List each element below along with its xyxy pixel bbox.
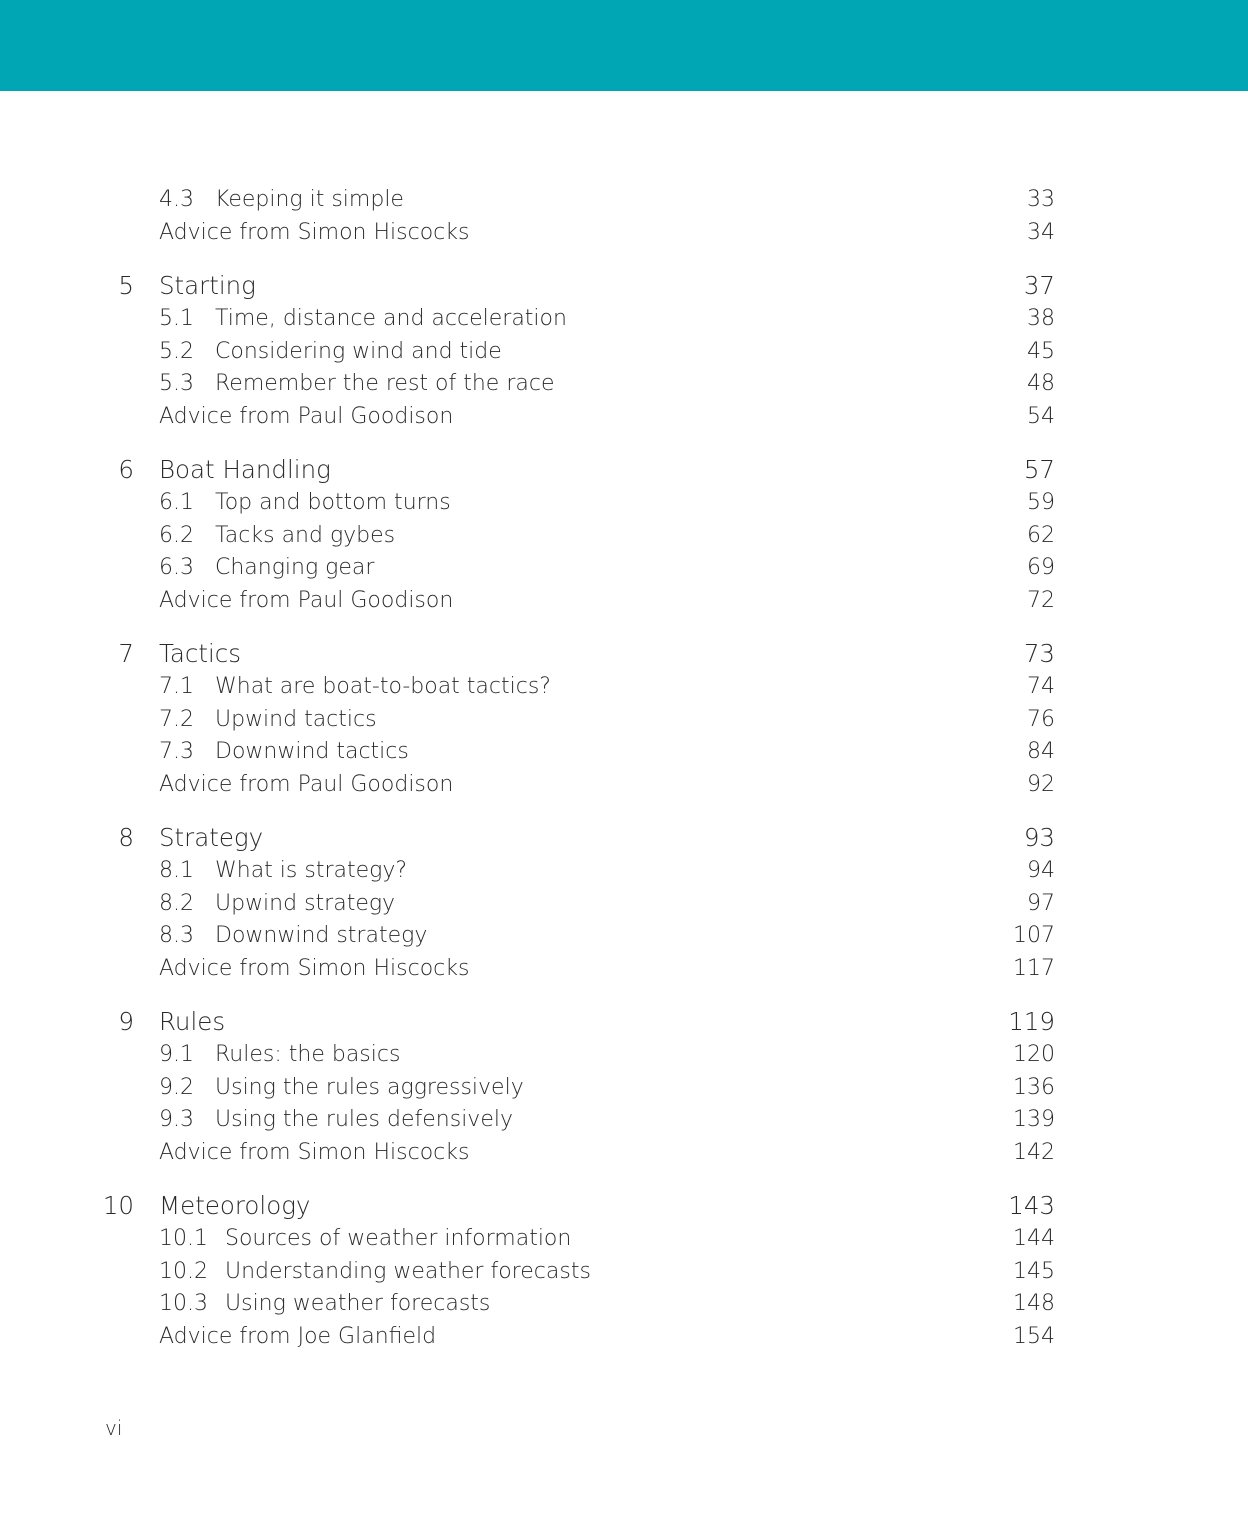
page-number: 107 — [1013, 923, 1055, 948]
section-number: 7.3 — [159, 739, 194, 764]
page-number: 97 — [1027, 890, 1055, 916]
section-title: Understanding weather forecasts — [225, 1258, 591, 1284]
toc-chapter-row — [0, 821, 1248, 855]
section-title: Downwind strategy — [215, 923, 428, 948]
section-title: Considering wind and tide — [215, 338, 502, 364]
toc-section-row — [0, 920, 1248, 953]
page-number: 62 — [1027, 522, 1055, 548]
page-number: 73 — [1023, 639, 1055, 668]
toc-advice-row — [0, 585, 1248, 618]
toc-section-row — [0, 487, 1248, 520]
toc-section-row — [0, 303, 1248, 336]
toc-advice-row — [0, 1137, 1248, 1170]
section-number: 10.2 — [159, 1258, 208, 1284]
toc-chapter-row — [0, 269, 1248, 303]
section-number: 10.3 — [159, 1291, 208, 1316]
header-band — [0, 0, 1248, 91]
page-number: 154 — [1013, 1323, 1055, 1349]
chapter-title: Meteorology — [159, 1191, 311, 1220]
advice-title: Advice from Paul Goodison — [159, 403, 454, 429]
page-number: 54 — [1027, 403, 1055, 429]
chapter-title: Rules — [159, 1007, 226, 1036]
chapter-title: Starting — [159, 271, 256, 300]
page-number: 139 — [1013, 1107, 1055, 1132]
toc-section-row — [0, 1072, 1248, 1105]
page-number: 37 — [1023, 271, 1055, 300]
page-number: 142 — [1013, 1139, 1055, 1165]
section-number: 9.3 — [159, 1107, 194, 1132]
toc-section-row — [0, 520, 1248, 553]
section-title: What is strategy? — [215, 858, 408, 883]
section-number: 7.2 — [159, 706, 194, 732]
page-number: 69 — [1027, 555, 1055, 580]
chapter-number: 10 — [102, 1191, 134, 1220]
section-number: 9.2 — [159, 1074, 194, 1100]
page-number: 120 — [1013, 1042, 1055, 1067]
chapter-title: Tactics — [159, 639, 242, 668]
section-title: Tacks and gybes — [215, 522, 396, 548]
toc-section-row — [0, 1104, 1248, 1137]
toc-section-row — [0, 671, 1248, 704]
section-number: 5.3 — [159, 371, 194, 396]
toc-chapter-row — [0, 1005, 1248, 1039]
section-number: 8.1 — [159, 858, 194, 883]
toc-section-row — [0, 552, 1248, 585]
chapter-number: 5 — [118, 271, 134, 300]
section-title: Upwind strategy — [215, 890, 396, 916]
section-title: Using weather forecasts — [225, 1291, 491, 1316]
page-number: 72 — [1027, 587, 1055, 613]
section-number: 10.1 — [159, 1226, 208, 1251]
page-number: 57 — [1023, 455, 1055, 484]
toc-section-row — [0, 888, 1248, 921]
advice-title: Advice from Simon Hiscocks — [159, 1139, 470, 1165]
page-number: 92 — [1027, 771, 1055, 797]
section-number: 8.3 — [159, 923, 194, 948]
page-number: 94 — [1027, 858, 1055, 883]
toc-advice-row — [0, 1321, 1248, 1354]
chapter-number: 7 — [118, 639, 134, 668]
section-title: Downwind tactics — [215, 739, 409, 764]
page-number: 119 — [1008, 1007, 1055, 1036]
folio-page-number: vi — [105, 1416, 123, 1440]
page-number: 48 — [1027, 371, 1055, 396]
section-title: Changing gear — [215, 555, 375, 580]
toc-advice-row — [0, 953, 1248, 986]
toc-advice-row — [0, 217, 1248, 250]
chapter-number: 6 — [118, 455, 134, 484]
section-title: Top and bottom turns — [215, 490, 451, 515]
advice-title: Advice from Joe Glanfield — [159, 1323, 437, 1349]
chapter-number: 8 — [118, 823, 134, 852]
section-title: Rules: the basics — [215, 1042, 401, 1067]
section-number: 6.1 — [159, 490, 194, 515]
page-number: 34 — [1027, 219, 1055, 245]
section-number: 5.1 — [159, 306, 194, 331]
page-number: 59 — [1027, 490, 1055, 515]
toc-chapter-row — [0, 1189, 1248, 1223]
chapter-title: Strategy — [159, 823, 264, 852]
toc-section-row — [0, 1039, 1248, 1072]
advice-title: Advice from Simon Hiscocks — [159, 955, 470, 981]
toc-section-row — [0, 336, 1248, 369]
page-number: 93 — [1023, 823, 1055, 852]
section-title: Using the rules aggressively — [215, 1074, 524, 1100]
section-number: 6.2 — [159, 522, 194, 548]
page-number: 76 — [1027, 706, 1055, 732]
toc-section-row — [0, 1288, 1248, 1321]
section-number: 7.1 — [159, 674, 194, 699]
section-title: Keeping it simple — [215, 187, 404, 212]
chapter-title: Boat Handling — [159, 455, 331, 484]
advice-title: Advice from Paul Goodison — [159, 587, 454, 613]
section-number: 8.2 — [159, 890, 194, 916]
page-number: 38 — [1027, 306, 1055, 331]
section-title: Sources of weather information — [225, 1226, 572, 1251]
page-number: 74 — [1027, 674, 1055, 699]
toc-section-row — [0, 1223, 1248, 1256]
toc-chapter-row — [0, 637, 1248, 671]
toc-section-row — [0, 184, 1248, 217]
section-title: Time, distance and acceleration — [215, 306, 567, 331]
page-number: 148 — [1013, 1291, 1055, 1316]
section-number: 6.3 — [159, 555, 194, 580]
page-number: 144 — [1013, 1226, 1055, 1251]
section-title: Using the rules defensively — [215, 1107, 513, 1132]
section-number: 4.3 — [159, 187, 194, 212]
toc-section-row — [0, 704, 1248, 737]
page-number: 45 — [1027, 338, 1055, 364]
page-number: 145 — [1013, 1258, 1055, 1284]
page-number: 143 — [1008, 1191, 1055, 1220]
page-number: 84 — [1027, 739, 1055, 764]
page-number: 117 — [1013, 955, 1055, 981]
section-number: 5.2 — [159, 338, 194, 364]
toc-section-row — [0, 368, 1248, 401]
toc-section-row — [0, 736, 1248, 769]
toc-advice-row — [0, 401, 1248, 434]
section-title: Remember the rest of the race — [215, 371, 555, 396]
chapter-number: 9 — [118, 1007, 134, 1036]
section-title: Upwind tactics — [215, 706, 377, 732]
toc-section-row — [0, 1256, 1248, 1289]
table-of-contents — [0, 184, 1248, 1353]
page-number: 33 — [1027, 187, 1055, 212]
advice-title: Advice from Paul Goodison — [159, 771, 454, 797]
advice-title: Advice from Simon Hiscocks — [159, 219, 470, 245]
toc-advice-row — [0, 769, 1248, 802]
section-title: What are boat-to-boat tactics? — [215, 674, 551, 699]
toc-chapter-row — [0, 453, 1248, 487]
section-number: 9.1 — [159, 1042, 194, 1067]
page-number: 136 — [1013, 1074, 1055, 1100]
toc-section-row — [0, 855, 1248, 888]
